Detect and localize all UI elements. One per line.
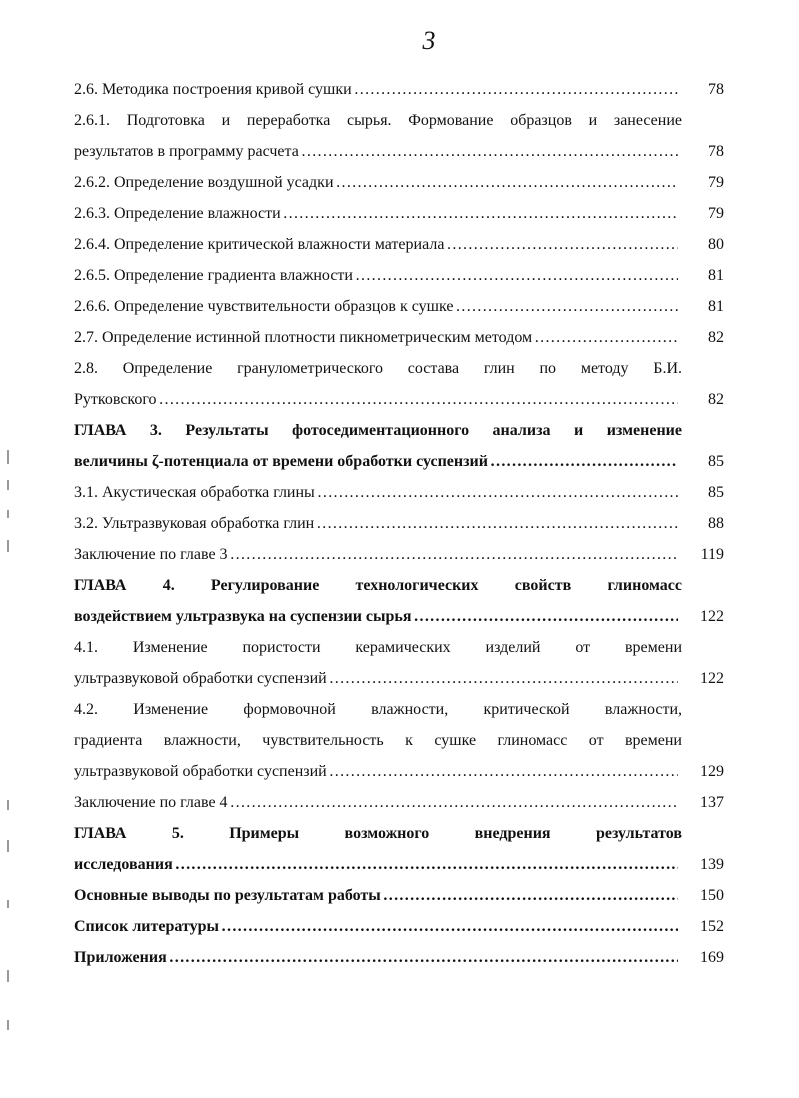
toc-entry-title: 2.6.2. Определение воздушной усадки [74, 174, 334, 191]
toc-entry [74, 322, 724, 353]
toc-entry-title: Заключение по главе 4 [74, 794, 228, 811]
toc-entry-text-line: 4.1. Изменение пористости керамических изделий от времени [74, 639, 682, 656]
margin-scan-marks [4, 440, 16, 1040]
toc-page-number: 119 [700, 546, 724, 563]
toc-entry-title: 2.6. Методика построения кривой сушки [74, 81, 352, 98]
toc-entry [74, 632, 724, 694]
toc-entry [74, 818, 724, 880]
toc-entry [74, 260, 724, 291]
toc-page-number: 85 [708, 484, 724, 501]
toc-entry [74, 694, 724, 787]
toc-page-number: 88 [708, 515, 724, 532]
dot-leader [534, 322, 678, 353]
dot-leader [301, 136, 678, 167]
toc-entry [74, 787, 724, 818]
dot-leader [230, 787, 678, 818]
toc-entry [74, 105, 724, 167]
dot-leader [355, 260, 678, 291]
toc-entry-title: воздействием ультразвука на суспензии сырья [74, 608, 412, 625]
toc-entry-title: 2.6.5. Определение градиента влажности [74, 267, 353, 284]
toc-entry-title: исследования [74, 856, 173, 873]
toc-page-number: 129 [700, 763, 724, 780]
toc-page-number: 152 [700, 918, 724, 935]
toc-entry-title: Список литературы [74, 918, 219, 935]
toc-entry [74, 508, 724, 539]
dot-leader [414, 601, 678, 632]
toc-entry [74, 198, 724, 229]
toc-entry-title: величины ζ-потенциала от времени обработки суспензий [74, 453, 488, 470]
toc-entry-title: 2.6.3. Определение влажности [74, 205, 281, 222]
dot-leader [455, 291, 678, 322]
toc-entry-title: Приложения [74, 949, 167, 966]
toc-entry-text-line: 2.8. Определение гранулометрического состава глин по методу Б.И. [74, 360, 682, 377]
toc-page-number: 137 [700, 794, 724, 811]
toc-page-number: 79 [708, 205, 724, 222]
toc-page-number: 81 [708, 298, 724, 315]
dot-leader [317, 477, 678, 508]
toc-entry-title: 3.1. Акустическая обработка глины [74, 484, 315, 501]
toc-entry-title: ультразвуковой обработки суспензий [74, 763, 327, 780]
dot-leader [230, 539, 678, 570]
toc-entry-title: 3.2. Ультразвуковая обработка глин [74, 515, 315, 532]
toc-entry [74, 74, 724, 105]
dot-leader [316, 508, 678, 539]
dot-leader [159, 384, 678, 415]
toc-page-number: 122 [700, 670, 724, 687]
toc-page-number: 81 [708, 267, 724, 284]
toc-page-number: 78 [708, 81, 724, 98]
toc-entry [74, 911, 724, 942]
toc-entry-text-line: ГЛАВА 3. Результаты фотоседиментационного анализа и изменение [74, 422, 682, 439]
toc-entry-title: Рутковского [74, 391, 157, 408]
toc-page-number: 169 [700, 949, 724, 966]
dot-leader [329, 756, 678, 787]
toc-page-number: 85 [708, 453, 724, 470]
toc-page-number: 82 [708, 329, 724, 346]
toc-entry-title: ультразвуковой обработки суспензий [74, 670, 327, 687]
toc-page-number: 80 [708, 236, 724, 253]
toc-entry-title: результатов в программу расчета [74, 143, 299, 160]
toc-entry [74, 415, 724, 477]
toc-page-number: 78 [708, 143, 724, 160]
toc-entry-text-line: градиента влажности, чувствительность к сушке глиномасс от времени [74, 732, 682, 749]
dot-leader [329, 663, 678, 694]
toc-entry [74, 570, 724, 632]
table-of-contents [74, 74, 724, 973]
page-number: 3 [422, 26, 436, 55]
toc-entry [74, 229, 724, 260]
toc-entry [74, 477, 724, 508]
toc-page-number: 82 [708, 391, 724, 408]
toc-entry-text-line: 4.2. Изменение формовочной влажности, критической влажности, [74, 701, 682, 718]
toc-entry-text-line: ГЛАВА 4. Регулирование технологических свойств глиномасс [74, 577, 682, 594]
toc-entry [74, 880, 724, 911]
dot-leader [446, 229, 678, 260]
toc-page-number: 122 [700, 608, 724, 625]
toc-entry-title: Основные выводы по результатам работы [74, 887, 381, 904]
toc-entry-title: Заключение по главе 3 [74, 546, 228, 563]
dot-leader [490, 446, 678, 477]
toc-entry [74, 167, 724, 198]
toc-entry [74, 291, 724, 322]
toc-entry-title: 2.6.6. Определение чувствительности образцов к сушке [74, 298, 454, 315]
toc-entry [74, 539, 724, 570]
toc-entry-text-line: 2.6.1. Подготовка и переработка сырья. Формование образцов и занесение [74, 112, 682, 129]
toc-entry-title: 2.6.4. Определение критической влажности материала [74, 236, 445, 253]
dot-leader [221, 911, 678, 942]
toc-page-number: 139 [700, 856, 724, 873]
dot-leader [336, 167, 679, 198]
toc-entry-text-line: ГЛАВА 5. Примеры возможного внедрения результатов [74, 825, 682, 842]
toc-page-number: 150 [700, 887, 724, 904]
dot-leader [283, 198, 678, 229]
dot-leader [383, 880, 678, 911]
toc-page-number: 79 [708, 174, 724, 191]
toc-entry [74, 942, 724, 973]
dot-leader [354, 74, 678, 105]
dot-leader [175, 849, 678, 880]
toc-entry [74, 353, 724, 415]
dot-leader [169, 942, 678, 973]
toc-entry-title: 2.7. Определение истинной плотности пикнометрическим методом [74, 329, 533, 346]
